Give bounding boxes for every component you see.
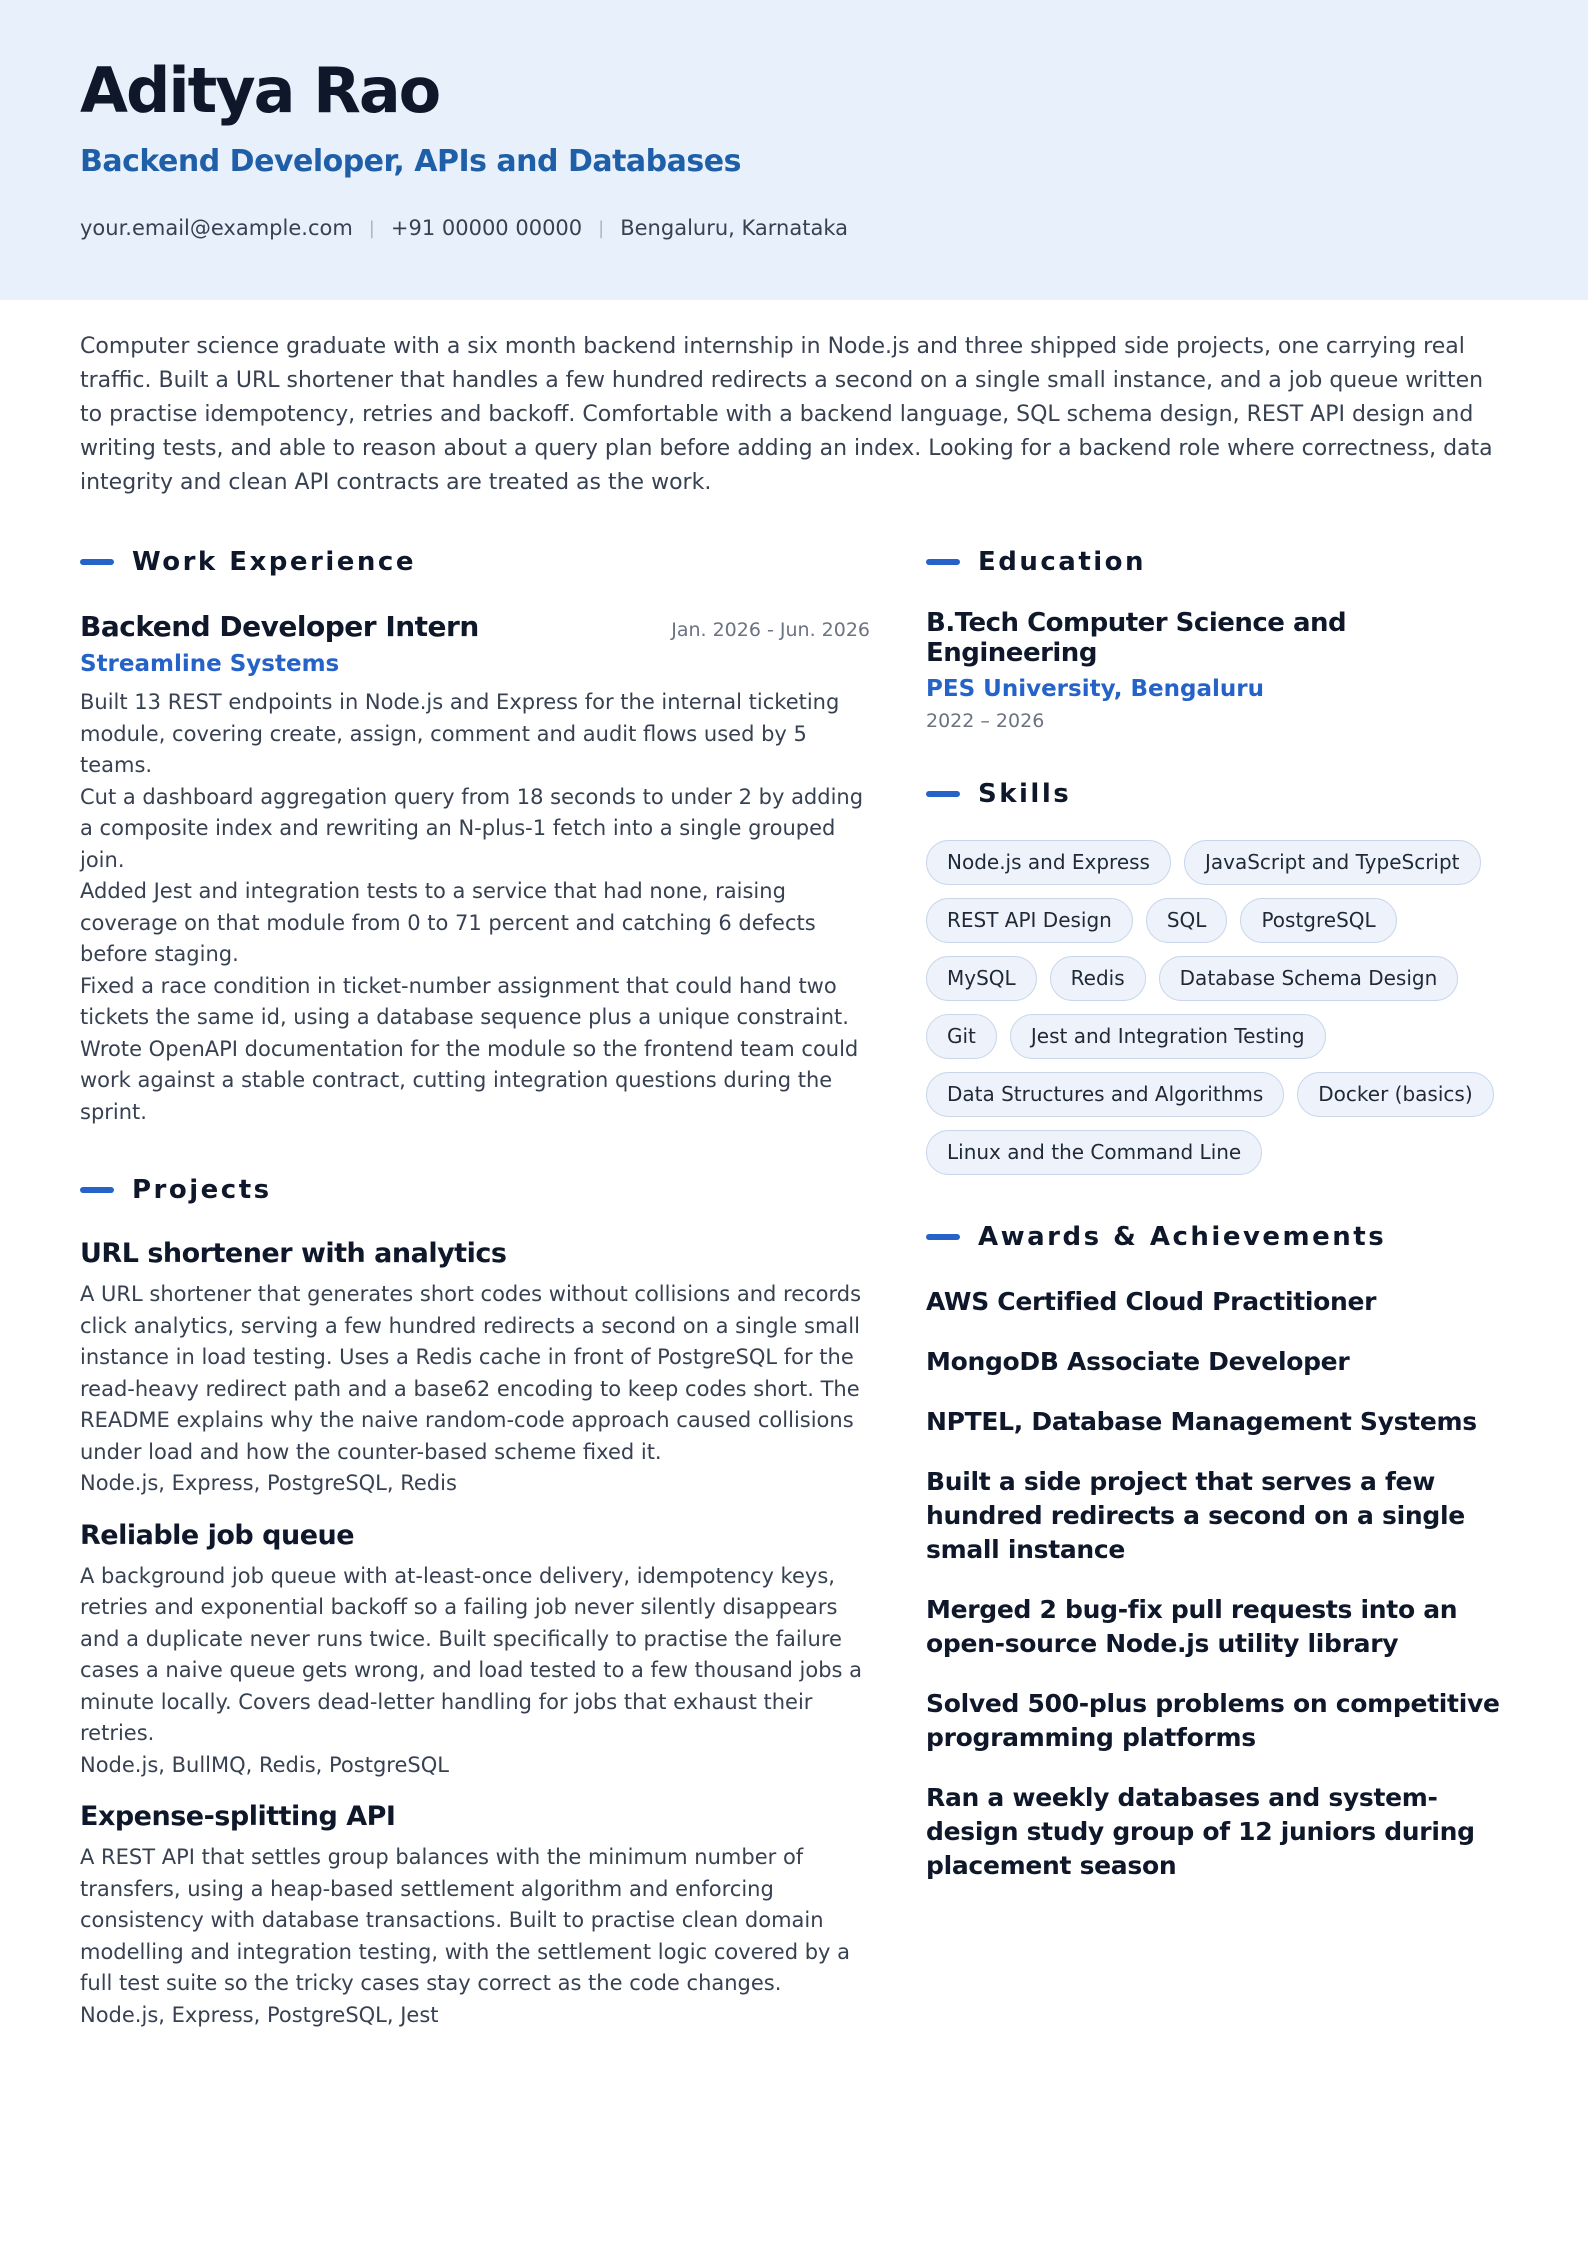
job-bullet: Cut a dashboard aggregation query from 18 seconds to under 2 by adding a composite index and rewriting an N-plus-1 fetch into a single grouped join. (80, 784, 864, 872)
contact-phone[interactable]: +91 00000 00000 (390, 216, 583, 240)
award-item: MongoDB Associate Developer (926, 1347, 1350, 1376)
award-item: Solved 500-plus problems on competitive programming platforms (926, 1689, 1500, 1752)
project-entry (80, 1238, 870, 1500)
skill-chip: REST API Design (926, 898, 1133, 943)
section-title: Education (978, 547, 1147, 577)
project-title: URL shortener with analytics (80, 1238, 507, 1269)
contact-separator: | (368, 217, 375, 239)
project-description: A REST API that settles group balances with the minimum number of transfers, using a heap-based settlement algorithm and enforcing consistency with database transactions. Built to practise clean domain modelling and integration testing, with the settlement logic covered by a full test suite so the tricky cases stay correct as the code changes. (80, 1845, 850, 1995)
skill-chip: JavaScript and TypeScript (1184, 840, 1481, 885)
job-company: Streamline Systems (80, 651, 340, 677)
skill-chip: Redis (1050, 956, 1146, 1001)
contact-email[interactable]: your.email@example.com (80, 216, 353, 240)
education-school: PES University, Bengaluru (926, 676, 1264, 702)
award-item: Built a side project that serves a few hundred redirects a second on a single small instance (926, 1467, 1465, 1564)
skill-chip: Git (926, 1014, 997, 1059)
section-title: Awards & Achievements (978, 1222, 1387, 1252)
skill-chip: PostgreSQL (1240, 898, 1396, 943)
left-column (80, 540, 870, 2031)
award-item: Ran a weekly databases and system-design study group of 12 juniors during placement season (926, 1783, 1475, 1880)
job-bullet: Wrote OpenAPI documentation for the module so the frontend team could work against a stable contract, cutting integration questions during the sprint. (80, 1036, 859, 1124)
skills-heading (926, 772, 1516, 816)
skill-chip: Linux and the Command Line (926, 1130, 1262, 1175)
project-title: Expense-splitting API (80, 1801, 396, 1832)
education-degree: B.Tech Computer Science and Engineering (926, 608, 1347, 668)
job-bullet: Built 13 REST endpoints in Node.js and Express for the internal ticketing module, covering create, assign, comment and audit flows used by 5 teams. (80, 690, 840, 777)
section-accent-bar (80, 559, 114, 565)
award-item: Merged 2 bug-fix pull requests into an open-source Node.js utility library (926, 1595, 1458, 1658)
awards-list (926, 1285, 1516, 1883)
contact-separator: | (598, 217, 605, 239)
skill-chip: Database Schema Design (1159, 956, 1459, 1001)
skills-list (926, 840, 1516, 1175)
skill-chip: Node.js and Express (926, 840, 1171, 885)
candidate-name: Aditya Rao (80, 54, 440, 127)
candidate-headline: Backend Developer, APIs and Databases (80, 144, 741, 179)
section-title: Skills (978, 779, 1072, 809)
skill-chip: Jest and Integration Testing (1010, 1014, 1326, 1059)
contact-line (80, 216, 848, 240)
skill-chip: MySQL (926, 956, 1037, 1001)
awards-heading (926, 1215, 1516, 1259)
skill-chip: Data Structures and Algorithms (926, 1072, 1284, 1117)
job-bullet: Added Jest and integration tests to a service that had none, raising coverage on that module from 0 to 71 percent and catching 6 defects before staging. (80, 879, 816, 966)
professional-summary: Computer science graduate with a six month backend internship in Node.js and three shipped side projects, one carrying real traffic. Built a URL shortener that handles a few hundred redirects a second on a single small instance, and a job queue written to practise idempotency, retries and backoff. Comfortable with a backend language, SQL schema design, REST API design and writing tests, and able to reason about a query plan before adding an index. Looking for a backend role where correctness, data integrity and clean API contracts are treated as the work. (80, 334, 1493, 495)
project-tech-stack: Node.js, Express, PostgreSQL, Redis (80, 1471, 457, 1495)
project-entry (80, 1801, 870, 2031)
section-accent-bar (80, 1187, 114, 1193)
project-entry (80, 1520, 870, 1782)
work-experience-heading (80, 540, 870, 584)
skill-chip: SQL (1146, 898, 1228, 943)
education-heading (926, 540, 1516, 584)
skill-chip: Docker (basics) (1297, 1072, 1493, 1117)
project-tech-stack: Node.js, BullMQ, Redis, PostgreSQL (80, 1752, 449, 1777)
project-description: A background job queue with at-least-once delivery, idempotency keys, retries and exponential backoff so a failing job never silently disappears and a duplicate never runs twice. Built specifically to practise the failure cases a naive queue gets wrong, and load tested to a few thousand jobs a minute locally. Covers dead-letter handling for jobs that exhaust their retries. (80, 1563, 863, 1745)
projects-heading (80, 1168, 870, 1212)
job-title: Backend Developer Intern (80, 610, 479, 643)
project-title: Reliable job queue (80, 1519, 355, 1551)
project-description: A URL shortener that generates short codes without collisions and records click analytics, serving a few hundred redirects a second on a single small instance in load testing. Uses a Redis cache in front of PostgreSQL for the read-heavy redirect path and a base62 encoding to keep codes short. The README explains why the naive random-code approach caused collisions under load and how the counter-based scheme fixed it. (80, 1282, 862, 1464)
job-dates: Jan. 2026 - Jun. 2026 (671, 619, 870, 641)
section-title: Work Experience (132, 547, 416, 577)
job-bullet: Fixed a race condition in ticket-number assignment that could hand two tickets the same id, using a database sequence plus a unique constraint. (80, 973, 849, 1029)
resume-header (0, 0, 1588, 300)
section-accent-bar (926, 791, 960, 797)
project-tech-stack: Node.js, Express, PostgreSQL, Jest (80, 2002, 439, 2027)
section-accent-bar (926, 559, 960, 565)
right-column (926, 540, 1516, 1883)
contact-location: Bengaluru, Karnataka (620, 216, 848, 240)
award-item: AWS Certified Cloud Practitioner (926, 1287, 1377, 1316)
section-title: Projects (132, 1175, 272, 1205)
job-bullets (80, 687, 870, 1128)
job-entry (80, 610, 870, 1128)
education-years: 2022 – 2026 (926, 710, 1045, 732)
section-accent-bar (926, 1234, 960, 1240)
award-item: NPTEL, Database Management Systems (926, 1407, 1477, 1436)
